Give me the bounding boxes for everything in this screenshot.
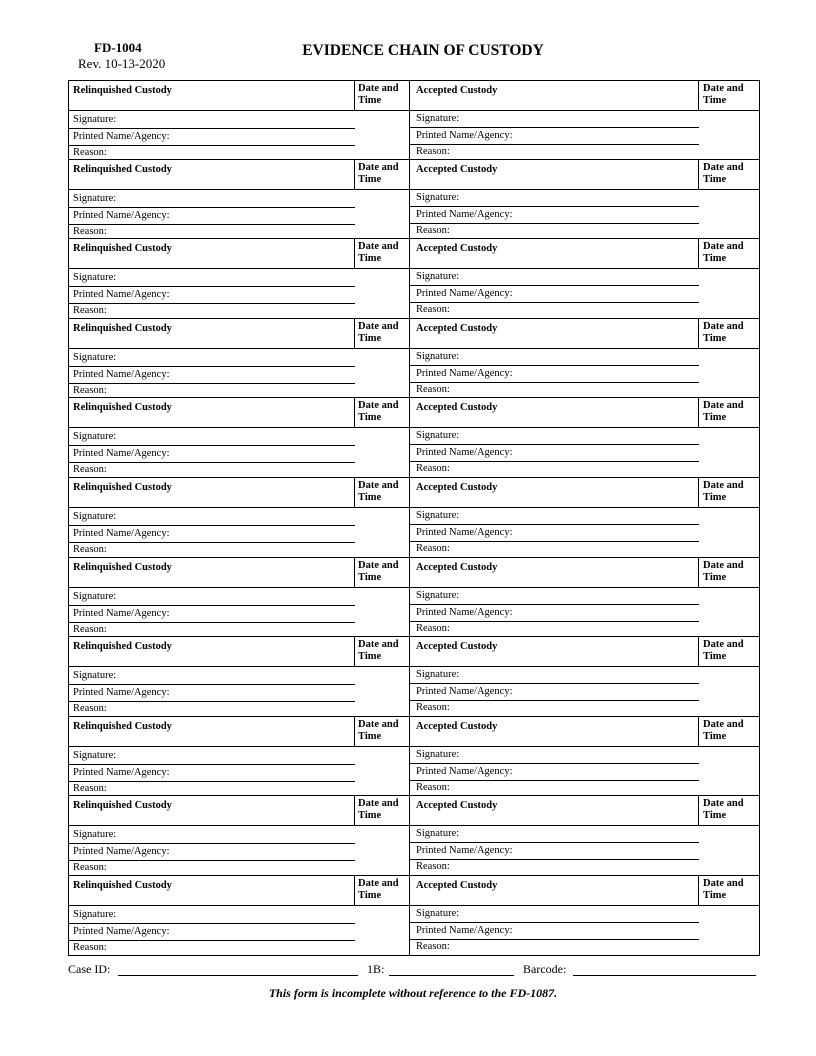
relinquished-reason-field[interactable]: Reason:: [73, 305, 107, 317]
accepted-date-time-field[interactable]: [699, 428, 759, 477]
accepted-printed-name-field[interactable]: Printed Name/Agency:: [410, 684, 699, 701]
accepted-date-time-header: Date and Time: [699, 876, 759, 906]
custody-block: [68, 319, 760, 399]
accepted-printed-name-field[interactable]: Printed Name/Agency:: [410, 366, 699, 383]
accepted-signature-field[interactable]: Signature:: [410, 826, 699, 843]
relinquished-date-time-field[interactable]: [355, 906, 410, 955]
custody-table: [68, 80, 760, 956]
accepted-reason-field[interactable]: Reason:: [416, 940, 450, 952]
relinquished-date-time-field[interactable]: [355, 747, 410, 796]
accepted-date-time-field[interactable]: [699, 508, 759, 557]
relinquished-date-time-header: Date and Time: [355, 478, 410, 508]
accepted-custody-header: Accepted Custody: [410, 796, 699, 826]
accepted-date-time-header: Date and Time: [699, 239, 759, 269]
relinquished-signature-field[interactable]: Signature:: [69, 509, 355, 526]
accepted-reason-field[interactable]: Reason:: [416, 622, 450, 634]
relinquished-custody-header: Relinquished Custody: [69, 160, 355, 190]
barcode-label: Barcode:: [523, 962, 567, 976]
relinquished-signature-field[interactable]: Signature:: [69, 589, 355, 606]
accepted-date-time-field[interactable]: [699, 826, 759, 875]
relinquished-custody-header: Relinquished Custody: [69, 81, 355, 111]
accepted-date-time-field[interactable]: [699, 588, 759, 637]
accepted-custody-header: Accepted Custody: [410, 637, 699, 667]
relinquished-printed-name-field[interactable]: Printed Name/Agency:: [69, 287, 355, 304]
custody-block: [68, 80, 760, 160]
custody-block: [68, 717, 760, 797]
relinquished-signature-field[interactable]: Signature:: [69, 907, 355, 924]
relinquished-printed-name-field[interactable]: Printed Name/Agency:: [69, 606, 355, 623]
relinquished-printed-name-field[interactable]: Printed Name/Agency:: [69, 924, 355, 941]
relinquished-date-time-field[interactable]: [355, 667, 410, 716]
relinquished-date-time-field[interactable]: [355, 428, 410, 477]
relinquished-custody-header: Relinquished Custody: [69, 637, 355, 667]
accepted-reason-field[interactable]: Reason:: [416, 542, 450, 554]
accepted-custody-header: Accepted Custody: [410, 478, 699, 508]
relinquished-custody-header: Relinquished Custody: [69, 398, 355, 428]
relinquished-signature-field[interactable]: Signature:: [69, 827, 355, 844]
accepted-signature-field[interactable]: Signature:: [410, 667, 699, 684]
ib-field[interactable]: [389, 975, 514, 976]
accepted-signature-field[interactable]: Signature:: [410, 588, 699, 605]
custody-block: [68, 796, 760, 876]
accepted-reason-field[interactable]: Reason:: [416, 224, 450, 236]
relinquished-reason-field[interactable]: Reason:: [73, 623, 107, 635]
accepted-custody-header: Accepted Custody: [410, 319, 699, 349]
accepted-signature-field[interactable]: Signature:: [410, 906, 699, 923]
accepted-signature-field[interactable]: Signature:: [410, 269, 699, 286]
custody-block: [68, 398, 760, 478]
ib-label: 1B:: [367, 962, 385, 976]
accepted-printed-name-field[interactable]: Printed Name/Agency:: [410, 764, 699, 781]
relinquished-printed-name-field[interactable]: Printed Name/Agency:: [69, 526, 355, 543]
relinquished-reason-field[interactable]: Reason:: [73, 862, 107, 874]
relinquished-printed-name-field[interactable]: Printed Name/Agency:: [69, 685, 355, 702]
relinquished-date-time-field[interactable]: [355, 349, 410, 398]
accepted-custody-header: Accepted Custody: [410, 558, 699, 588]
case-id-field[interactable]: [118, 975, 358, 976]
relinquished-custody-header: Relinquished Custody: [69, 717, 355, 747]
accepted-reason-field[interactable]: Reason:: [416, 146, 450, 157]
accepted-custody-header: Accepted Custody: [410, 239, 699, 269]
accepted-printed-name-field[interactable]: Printed Name/Agency:: [410, 207, 699, 224]
relinquished-signature-field[interactable]: Signature:: [69, 191, 355, 208]
relinquished-custody-header: Relinquished Custody: [69, 319, 355, 349]
relinquished-printed-name-field[interactable]: Printed Name/Agency:: [69, 129, 355, 146]
relinquished-date-time-header: Date and Time: [355, 160, 410, 190]
page-title: EVIDENCE CHAIN OF CUSTODY: [302, 42, 544, 59]
form-code: FD-1004: [94, 40, 142, 55]
accepted-custody-header: Accepted Custody: [410, 398, 699, 428]
relinquished-signature-field[interactable]: Signature:: [69, 748, 355, 765]
accepted-reason-field[interactable]: Reason:: [416, 702, 450, 714]
relinquished-date-time-header: Date and Time: [355, 637, 410, 667]
accepted-printed-name-field[interactable]: Printed Name/Agency:: [410, 445, 699, 462]
relinquished-signature-field[interactable]: Signature:: [69, 350, 355, 367]
accepted-date-time-field[interactable]: [699, 111, 759, 159]
footer-note: This form is incomplete without reference to the FD-1087.: [268, 986, 558, 1000]
accepted-printed-name-field[interactable]: Printed Name/Agency:: [410, 843, 699, 860]
accepted-printed-name-field[interactable]: Printed Name/Agency:: [410, 525, 699, 542]
accepted-date-time-header: Date and Time: [699, 160, 759, 190]
accepted-date-time-field[interactable]: [699, 269, 759, 318]
relinquished-reason-field[interactable]: Reason:: [73, 147, 107, 158]
relinquished-date-time-header: Date and Time: [355, 558, 410, 588]
relinquished-date-time-header: Date and Time: [355, 81, 410, 111]
accepted-date-time-header: Date and Time: [699, 796, 759, 826]
accepted-signature-field[interactable]: Signature:: [410, 428, 699, 445]
accepted-signature-field[interactable]: Signature:: [410, 747, 699, 764]
relinquished-reason-field[interactable]: Reason:: [73, 225, 107, 237]
accepted-custody-header: Accepted Custody: [410, 81, 699, 111]
accepted-date-time-field[interactable]: [699, 747, 759, 796]
relinquished-reason-field[interactable]: Reason:: [73, 941, 107, 953]
accepted-date-time-header: Date and Time: [699, 637, 759, 667]
barcode-field[interactable]: [573, 975, 756, 976]
relinquished-reason-field[interactable]: Reason:: [73, 464, 107, 476]
relinquished-printed-name-field[interactable]: Printed Name/Agency:: [69, 765, 355, 782]
accepted-custody-header: Accepted Custody: [410, 160, 699, 190]
relinquished-date-time-field[interactable]: [355, 826, 410, 875]
accepted-date-time-header: Date and Time: [699, 478, 759, 508]
accepted-reason-field[interactable]: Reason:: [416, 861, 450, 873]
accepted-printed-name-field[interactable]: Printed Name/Agency:: [410, 128, 699, 145]
accepted-printed-name-field[interactable]: Printed Name/Agency:: [410, 923, 699, 940]
relinquished-printed-name-field[interactable]: Printed Name/Agency:: [69, 208, 355, 225]
relinquished-reason-field[interactable]: Reason:: [73, 384, 107, 396]
relinquished-printed-name-field[interactable]: Printed Name/Agency:: [69, 367, 355, 384]
accepted-signature-field[interactable]: Signature:: [410, 111, 699, 128]
relinquished-signature-field[interactable]: Signature:: [69, 112, 355, 129]
accepted-date-time-header: Date and Time: [699, 81, 759, 111]
relinquished-reason-field[interactable]: Reason:: [73, 543, 107, 555]
relinquished-date-time-field[interactable]: [355, 588, 410, 637]
accepted-custody-header: Accepted Custody: [410, 717, 699, 747]
custody-block: [68, 239, 760, 319]
relinquished-printed-name-field[interactable]: Printed Name/Agency:: [69, 844, 355, 861]
accepted-reason-field[interactable]: Reason:: [416, 463, 450, 475]
accepted-signature-field[interactable]: Signature:: [410, 190, 699, 207]
custody-block: [68, 478, 760, 558]
relinquished-reason-field[interactable]: Reason:: [73, 782, 107, 794]
accepted-printed-name-field[interactable]: Printed Name/Agency:: [410, 286, 699, 303]
relinquished-custody-header: Relinquished Custody: [69, 558, 355, 588]
relinquished-date-time-field[interactable]: [355, 508, 410, 557]
accepted-signature-field[interactable]: Signature:: [410, 349, 699, 366]
relinquished-custody-header: Relinquished Custody: [69, 478, 355, 508]
accepted-date-time-header: Date and Time: [699, 558, 759, 588]
accepted-date-time-field[interactable]: [699, 667, 759, 716]
custody-block: [68, 558, 760, 638]
accepted-date-time-field[interactable]: [699, 349, 759, 398]
relinquished-date-time-header: Date and Time: [355, 239, 410, 269]
relinquished-signature-field[interactable]: Signature:: [69, 668, 355, 685]
custody-block: [68, 876, 760, 956]
relinquished-custody-header: Relinquished Custody: [69, 876, 355, 906]
accepted-date-time-field[interactable]: [699, 906, 759, 955]
relinquished-date-time-header: Date and Time: [355, 796, 410, 826]
relinquished-date-time-header: Date and Time: [355, 717, 410, 747]
accepted-date-time-header: Date and Time: [699, 717, 759, 747]
accepted-custody-header: Accepted Custody: [410, 876, 699, 906]
accepted-reason-field[interactable]: Reason:: [416, 781, 450, 793]
relinquished-date-time-field[interactable]: [355, 269, 410, 318]
accepted-reason-field[interactable]: Reason:: [416, 304, 450, 316]
accepted-date-time-header: Date and Time: [699, 398, 759, 428]
custody-block: [68, 637, 760, 717]
accepted-date-time-field[interactable]: [699, 190, 759, 239]
case-id-label: Case ID:: [68, 962, 111, 976]
accepted-date-time-header: Date and Time: [699, 319, 759, 349]
relinquished-date-time-field[interactable]: [355, 190, 410, 239]
relinquished-reason-field[interactable]: Reason:: [73, 703, 107, 715]
relinquished-date-time-header: Date and Time: [355, 319, 410, 349]
form-revision: Rev. 10-13-2020: [78, 56, 166, 71]
relinquished-signature-field[interactable]: Signature:: [69, 270, 355, 287]
relinquished-date-time-header: Date and Time: [355, 876, 410, 906]
accepted-signature-field[interactable]: Signature:: [410, 508, 699, 525]
relinquished-date-time-field[interactable]: [355, 111, 410, 159]
accepted-printed-name-field[interactable]: Printed Name/Agency:: [410, 605, 699, 622]
relinquished-printed-name-field[interactable]: Printed Name/Agency:: [69, 446, 355, 463]
relinquished-date-time-header: Date and Time: [355, 398, 410, 428]
relinquished-signature-field[interactable]: Signature:: [69, 429, 355, 446]
relinquished-custody-header: Relinquished Custody: [69, 796, 355, 826]
custody-block: [68, 160, 760, 240]
relinquished-custody-header: Relinquished Custody: [69, 239, 355, 269]
accepted-reason-field[interactable]: Reason:: [416, 383, 450, 395]
